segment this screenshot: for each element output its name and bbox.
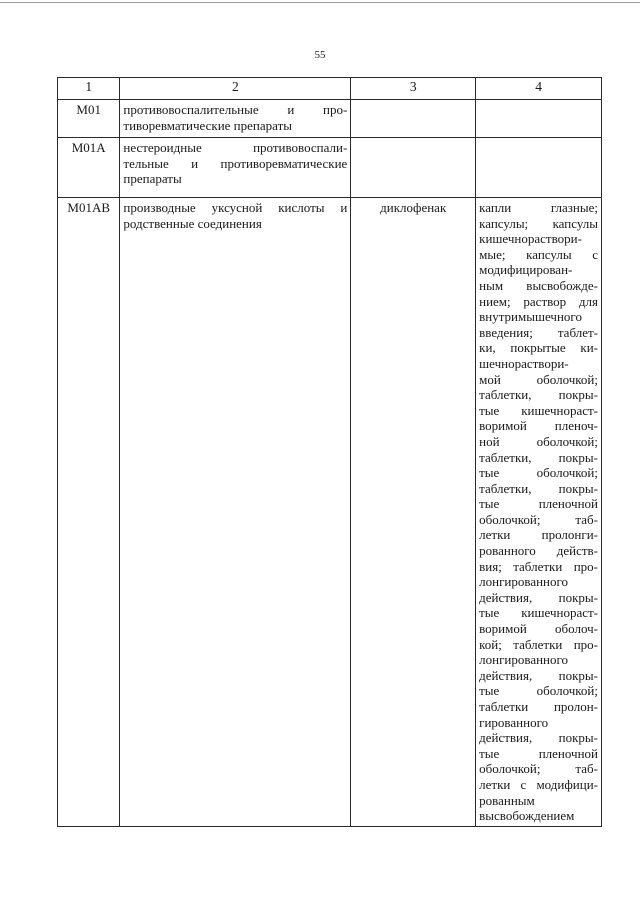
header-cell-4: 4 <box>476 78 602 100</box>
dosage-forms-cell <box>476 100 602 138</box>
drug-name-cell: диклофенак <box>351 198 476 827</box>
top-rule <box>0 2 640 3</box>
header-cell-1: 1 <box>58 78 120 100</box>
atc-code-cell: M01 <box>58 100 120 138</box>
drug-name-cell <box>351 100 476 138</box>
dosage-forms-cell <box>476 198 602 827</box>
dosage-form-line: таблетки, покры- <box>479 480 598 496</box>
dosage-form-line: введения; таблет- <box>479 324 598 340</box>
dosage-form-line: таблетки, покры- <box>479 449 598 465</box>
group-name-line: нестероидные противовоспали- <box>123 140 348 155</box>
dosage-form-line: тые пленочной <box>479 496 598 512</box>
dosage-form-line: ной оболочкой; <box>479 433 598 449</box>
dosage-form-line: тые кишечнораст- <box>479 402 598 418</box>
dosage-form-line: модифицирован- <box>479 262 573 278</box>
dosage-form-line: капли глазные; <box>479 200 598 215</box>
dosage-form-line: рованного действ- <box>479 543 598 559</box>
dosage-form-line: ки, покрытые ки- <box>479 340 598 356</box>
dosage-form-line: таблетки пролон- <box>479 699 598 714</box>
dosage-form-line: мой оболочкой; <box>479 371 598 387</box>
atc-code-cell: M01A <box>58 138 120 198</box>
dosage-form-line: внутримышечного <box>479 309 582 325</box>
dosage-form-line: капсулы; капсулы <box>479 215 598 231</box>
dosage-form-line: таблетки, покры- <box>479 387 598 403</box>
dosage-form-line: вия; таблетки про- <box>479 558 598 574</box>
dosage-form-line: лонгированного <box>479 574 569 590</box>
header-cell-2: 2 <box>120 78 351 100</box>
page-number: 55 <box>314 49 326 61</box>
dosage-form-line: гированного <box>479 714 549 730</box>
group-name-line: родственные соединения <box>123 215 262 231</box>
atc-code-cell: M01AB <box>58 198 120 827</box>
dosage-form-line: оболочкой; таб- <box>479 511 598 527</box>
dosage-form-line: тые пленочной <box>479 745 598 761</box>
table-row <box>58 138 602 198</box>
dosage-form-line: кой; таблетки про- <box>479 636 598 652</box>
drug-name-cell <box>351 138 476 198</box>
group-name-line: производные уксусной кислоты и <box>123 200 348 215</box>
dosage-form-line: ным высвобожде- <box>479 277 598 293</box>
header-cell-3: 3 <box>351 78 476 100</box>
group-name-cell <box>120 138 351 198</box>
dosage-form-line: тые оболочкой; <box>479 683 598 699</box>
dosage-form-line: летки пролонги- <box>479 527 598 543</box>
dosage-form-line: шечнораствори- <box>479 355 569 371</box>
dosage-form-line: нием; раствор для <box>479 293 598 309</box>
dosage-form-line: летки с модифици- <box>479 776 598 792</box>
drug-table <box>57 77 602 827</box>
group-name-line: препараты <box>123 171 182 187</box>
group-name-line: тиворевматические препараты <box>123 117 292 133</box>
dosage-form-line: лонгированного <box>479 652 569 668</box>
dosage-form-line: рованным <box>479 792 535 808</box>
group-name-line: тельные и противоревматические <box>123 155 348 171</box>
table-header-row <box>58 78 602 100</box>
group-name-line: противовоспалительные и про- <box>123 102 348 117</box>
group-name-cell <box>120 198 351 827</box>
dosage-form-line: оболочкой; таб- <box>479 761 598 777</box>
dosage-form-line: воримой оболоч- <box>479 621 598 637</box>
dosage-form-line: тые оболочкой; <box>479 465 598 481</box>
dosage-form-line: действия, покры- <box>479 667 598 683</box>
dosage-form-line: кишечнораствори- <box>479 231 582 247</box>
dosage-forms-cell <box>476 138 602 198</box>
table-row <box>58 100 602 138</box>
dosage-form-line: тые кишечнораст- <box>479 605 598 621</box>
dosage-form-line: действия, покры- <box>479 730 598 746</box>
dosage-form-line: мые; капсулы с <box>479 246 598 262</box>
table-row <box>58 198 602 827</box>
dosage-form-line: воримой пленоч- <box>479 418 598 434</box>
dosage-form-line: действия, покры- <box>479 589 598 605</box>
dosage-form-line: высвобождением <box>479 808 575 824</box>
group-name-cell <box>120 100 351 138</box>
